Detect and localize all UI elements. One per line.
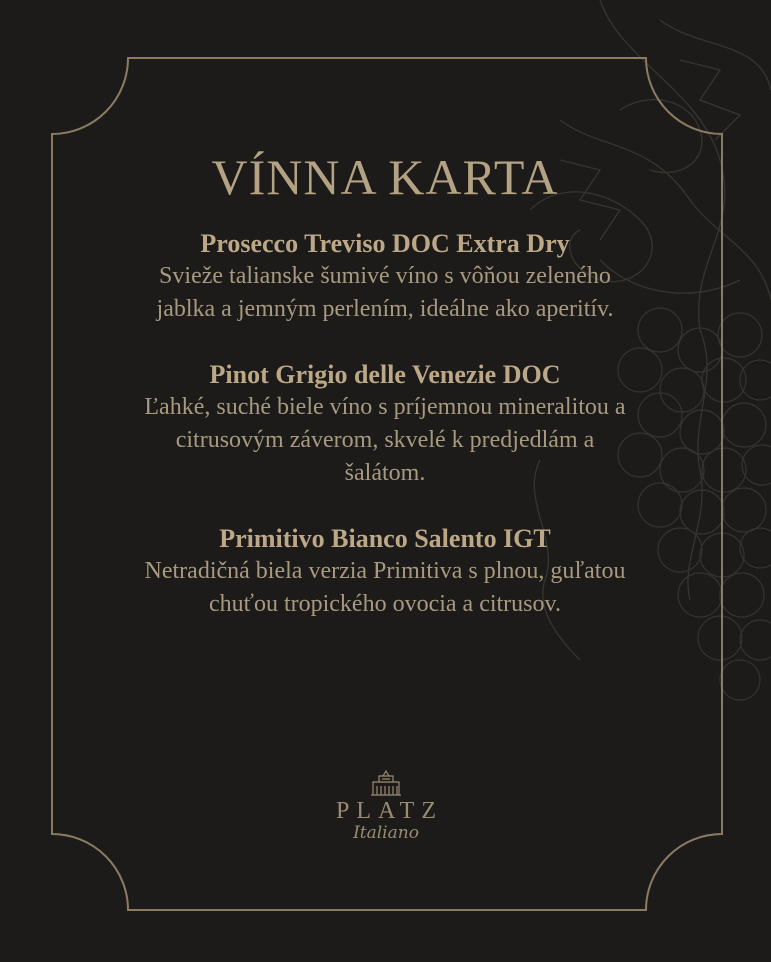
wine-item xyxy=(120,358,650,490)
wine-description: Ľahké, suché biele víno s príjemnou mineralitou a citrusovým záverom, skvelé k predjedlám a šalátom. xyxy=(144,394,626,486)
wine-name: Prosecco Treviso DOC Extra Dry xyxy=(200,229,570,258)
wine-item xyxy=(120,522,650,621)
wine-description: Svieže talianske šumivé víno s vôňou zeleného jablka a jemným perlením, ideálne ako aperitív. xyxy=(156,263,614,322)
wine-description: Netradičná biela verzia Primitiva s plnou, guľatou chuťou tropického ovocia a citrusov. xyxy=(144,558,626,617)
wine-item xyxy=(120,227,650,326)
wine-name: Pinot Grigio delle Venezie DOC xyxy=(209,360,561,389)
logo-subtitle: Italiano xyxy=(353,823,419,843)
restaurant-logo xyxy=(286,770,486,843)
page-title: VÍNNA KARTA xyxy=(211,149,559,205)
menu-content xyxy=(120,150,650,653)
building-icon xyxy=(369,770,403,796)
logo-name: PLATZ xyxy=(336,798,443,824)
wine-name: Primitivo Bianco Salento IGT xyxy=(219,524,551,553)
